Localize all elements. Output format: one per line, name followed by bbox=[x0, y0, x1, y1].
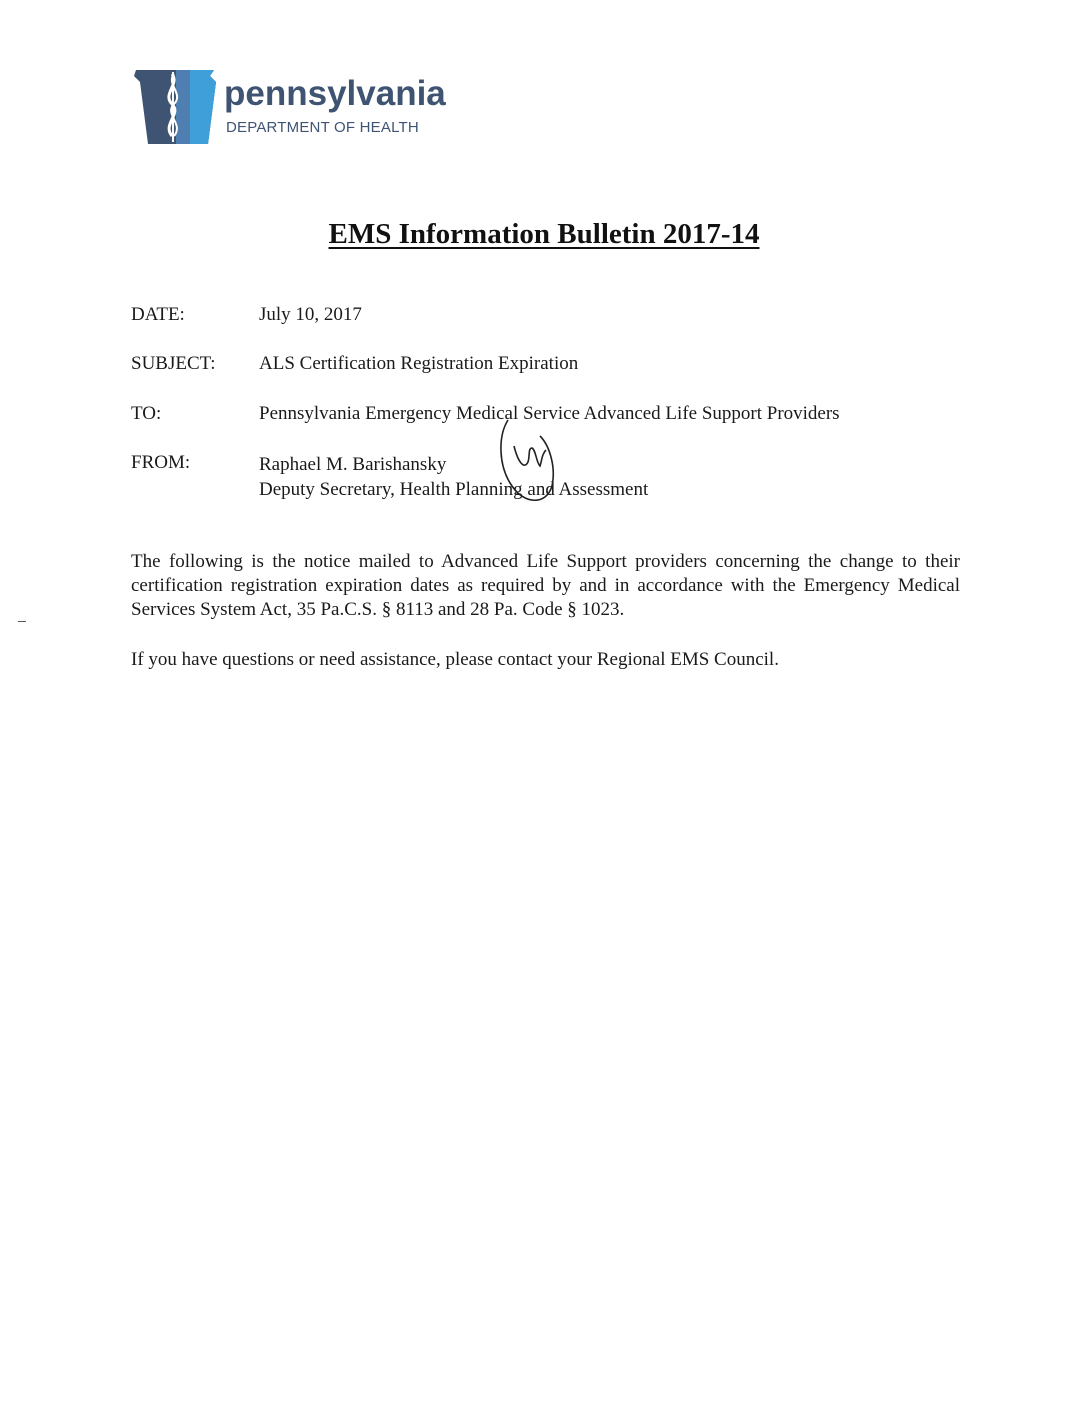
date-label: DATE: bbox=[131, 304, 185, 325]
logo-wordmark: pennsylvania bbox=[224, 74, 446, 113]
from-name: Raphael M. Barishansky bbox=[259, 454, 447, 475]
body-paragraph-notice: The following is the notice mailed to Advanced Life Support providers concerning the change to their certification registration expiration dates as required by and in accordance with the Emergency Medical Services System Act, 35 Pa.C.S. § 8113 and 28 Pa. Code § 1023. bbox=[131, 551, 960, 620]
logo-department: DEPARTMENT OF HEALTH bbox=[226, 119, 419, 136]
to-label: TO: bbox=[131, 403, 162, 424]
from-value bbox=[259, 452, 648, 502]
to-value: Pennsylvania Emergency Medical Service Advanced Life Support Providers bbox=[259, 403, 840, 424]
date-value: July 10, 2017 bbox=[259, 304, 362, 325]
pa-health-logo bbox=[132, 70, 462, 150]
from-label: FROM: bbox=[131, 452, 191, 473]
subject-label: SUBJECT: bbox=[131, 353, 216, 374]
keystone-caduceus-icon bbox=[132, 70, 218, 146]
page-title bbox=[0, 218, 1088, 251]
from-title: Deputy Secretary, Health Planning and Assessment bbox=[259, 479, 649, 500]
body-paragraph-contact: If you have questions or need assistance, please contact your Regional EMS Council. bbox=[131, 649, 779, 670]
margin-mark bbox=[18, 621, 26, 622]
handwritten-initials-mark bbox=[494, 416, 560, 508]
bulletin-title: EMS Information Bulletin 2017-14 bbox=[328, 218, 760, 250]
subject-value: ALS Certification Registration Expiration bbox=[259, 353, 579, 374]
